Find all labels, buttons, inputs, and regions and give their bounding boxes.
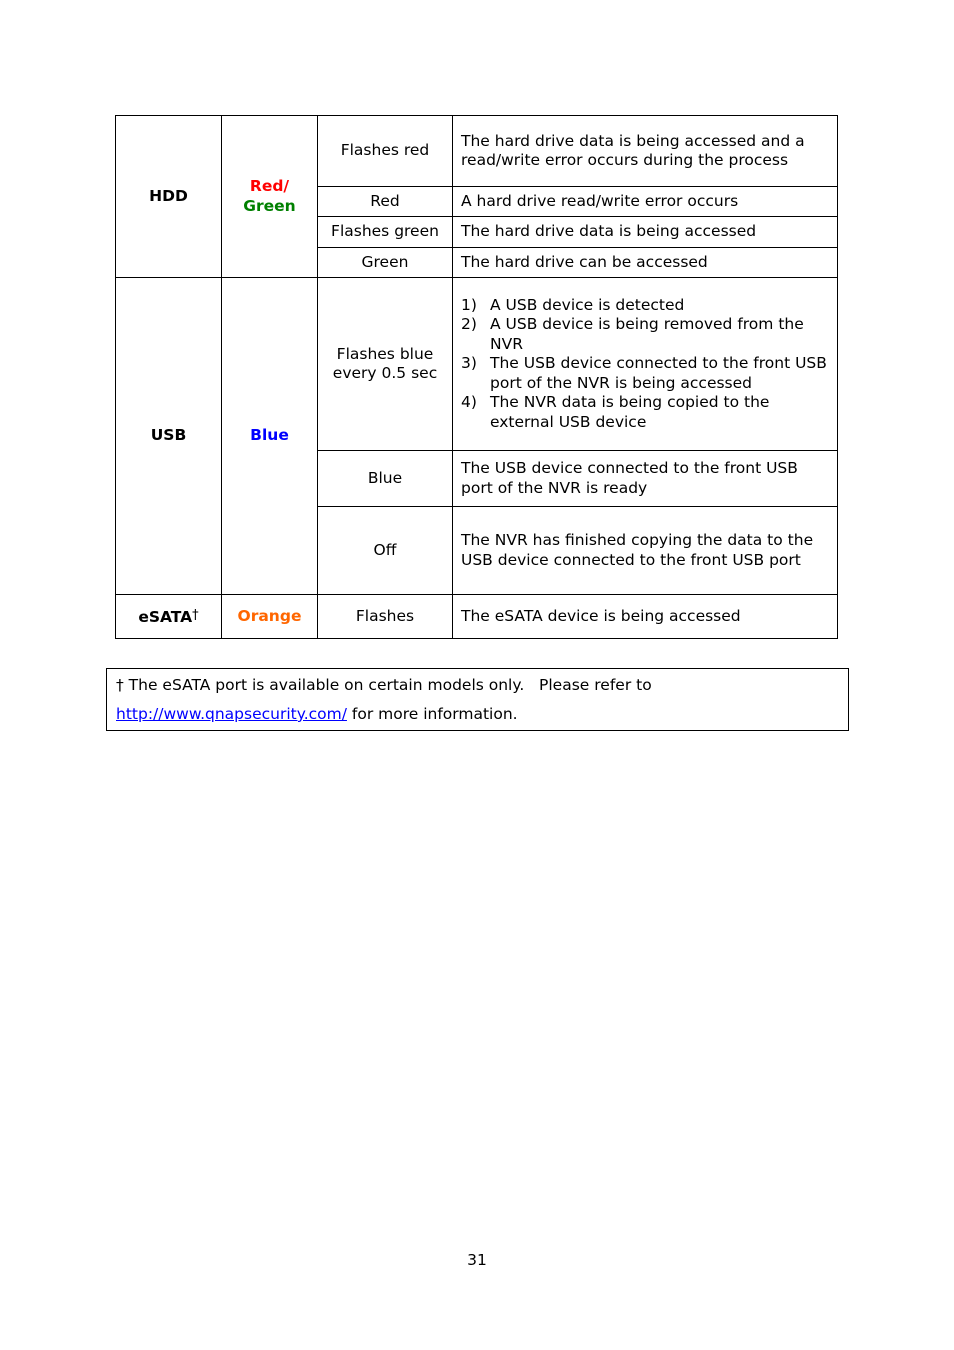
footnote-box xyxy=(106,668,849,731)
page-number: 31 xyxy=(467,1251,487,1269)
status-cell: Red xyxy=(318,187,453,217)
list-item: 1) A USB device is detected xyxy=(461,295,685,314)
led-status-table xyxy=(115,115,838,639)
description-cell: The eSATA device is being accessed xyxy=(453,595,838,639)
table-row xyxy=(116,116,838,187)
dagger-mark: † xyxy=(192,607,199,623)
status-cell: Green xyxy=(318,248,453,278)
qnap-security-link[interactable]: http://www.qnapsecurity.com/ xyxy=(116,705,347,723)
list-item: 4) The NVR data is being copied to the external USB device xyxy=(461,393,770,431)
table-row xyxy=(116,278,838,451)
led-color-usb: Blue xyxy=(222,278,318,595)
table-row xyxy=(116,595,838,639)
led-color-hdd xyxy=(222,116,318,278)
status-cell: Flashes blue every 0.5 sec xyxy=(318,278,453,451)
footnote-link-line xyxy=(116,705,518,723)
description-cell: The hard drive data is being accessed xyxy=(453,217,838,248)
led-name-usb: USB xyxy=(116,278,222,595)
status-cell: Flashes red xyxy=(318,116,453,187)
list-item: 3) The USB device connected to the front USB port of the NVR is being accessed xyxy=(461,354,827,392)
list-item: 2) A USB device is being removed from the NVR xyxy=(461,315,804,353)
usb-status-list xyxy=(461,296,829,433)
description-cell: The NVR has finished copying the data to the USB device connected to the front USB port xyxy=(453,507,838,595)
color-green-label: Green xyxy=(243,196,296,215)
description-cell: The hard drive can be accessed xyxy=(453,248,838,278)
status-cell: Off xyxy=(318,507,453,595)
status-cell: Flashes green xyxy=(318,217,453,248)
led-name-esata: eSATA† xyxy=(116,595,222,639)
description-cell: The USB device connected to the front USB port of the NVR is ready xyxy=(453,451,838,507)
led-name-hdd: HDD xyxy=(116,116,222,278)
color-red-label: Red/ xyxy=(249,177,290,195)
footnote-text: † The eSATA port is available on certain models only. Please refer to xyxy=(116,676,652,694)
description-cell: The hard drive data is being accessed and a read/write error occurs during the process xyxy=(453,116,838,187)
status-cell: Flashes xyxy=(318,595,453,639)
footnote-suffix: for more information. xyxy=(346,705,518,723)
status-cell: Blue xyxy=(318,451,453,507)
led-color-esata: Orange xyxy=(222,595,318,639)
description-cell xyxy=(453,278,838,451)
description-cell: A hard drive read/write error occurs xyxy=(453,187,838,217)
